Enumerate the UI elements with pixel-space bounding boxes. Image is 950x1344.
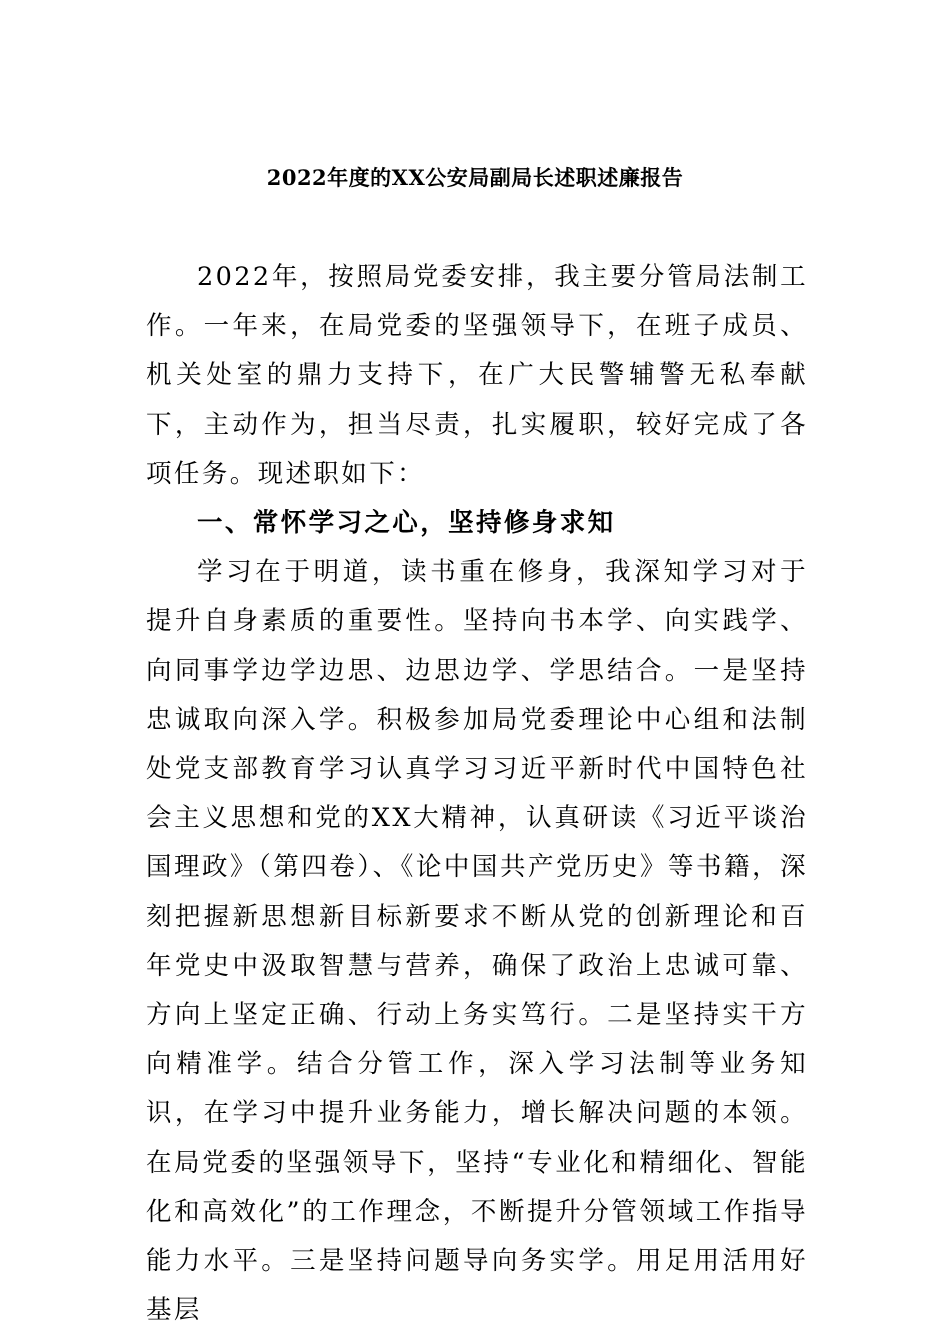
body-paragraph: 学习在于明道，读书重在修身，我深知学习对于提升自身素质的重要性。坚持向书本学、向实践学、向同事学边学边思、边思边学、学思结合。一是坚持忠诚取向深入学。积极参加局党委理论中心组和法制处党支部教育学习认真学习习近平新时代中国特色社会主义思想和党的XX大精神，认真研读《习近平谈治国理政》（第四卷）、《论中国共产党历史》等书籍，深刻把握新思想新目标新要求不断从党的创新理论和百年党史中汲取智慧与营养，确保了政治上忠诚可靠、方向上坚定正确、行动上务实笃行。二是坚持实干方向精准学。结合分管工作，深入学习法制等业务知识，在学习中提升业务能力，增长解决问题的本领。在局党委的坚强领导下，坚持“专业化和精细化、智能化和高效化”的工作理念，不断提升分管领域工作指导能力水平。三是坚持问题导向务实学。用足用活用好基层 xyxy=(146,557,808,1326)
intro-paragraph: 2022年，按照局党委安排，我主要分管局法制工作。一年来，在局党委的坚强领导下，在班子成员、机关处室的鼎力支持下，在广大民警辅警无私奉献下，主动作为，担当尽责，扎实履职，较好完成了各项任务。现述职如下： xyxy=(146,262,808,489)
section-heading: 一、常怀学习之心，坚持修身求知 xyxy=(197,508,616,539)
document-title: 2022年度的XX公安局副局长述职述廉报告 xyxy=(266,165,684,190)
document-body xyxy=(146,253,808,1335)
